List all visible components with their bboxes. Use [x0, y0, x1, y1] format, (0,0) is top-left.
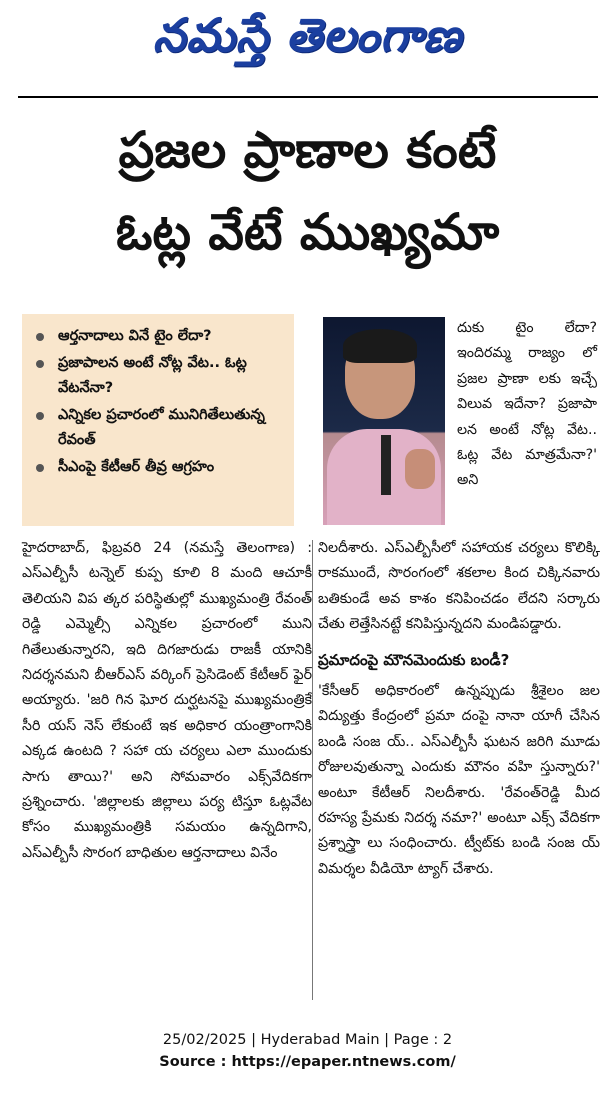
highlight-item: సీఎంపై కేటీఆర్ తీవ్ర ఆగ్రహం: [36, 455, 288, 480]
photo-hand: [405, 449, 435, 489]
bullet-icon: [36, 412, 44, 420]
highlight-item: ఆర్తనాదాలు వినే టైం లేదా?: [36, 324, 288, 349]
microphone-icon: [381, 435, 391, 495]
article-left-column: హైదరాబాద్, ఫిబ్రవరి 24 (నమస్తే తెలంగాణ) : ఎస్ఎల్బీసీ టన్నెల్ కుప్ప కూలి 8 మంది ఆచూకీ తెలియని విప త్కర పరిస్థితుల్లో ముఖ్యమంత్రి రేవంత్ రెడ్డి ఎమ్మెల్సీ ఎన్నికల ప్రచారంలో ముని గితేలుతున్నారని, ఇది దిగజారుడు రాజకీ యానికి నిదర్శనమని బీఆర్ఎస్ వర్కింగ్ ప్రెసిడెంట్ కేటీఆర్ ఫైర్ అయ్యారు. 'జరి గిన ఘోర దుర్ఘటనపై ముఖ్యమంత్రికే సీరి యస్ నెస్ లేకుంటే ఇక అధికార యంత్రాంగానికి ఎక్కడ ఉంటది ? సహా య చర్యలు ఎలా ముందుకు సాగు తాయి?' అని సోమవారం ఎక్స్‌వేదికగా ప్రశ్నించారు. 'జిల్లాలకు జిల్లాలు పర్య టిస్తూ ఓట్లవేట కోసం ముఖ్యమంత్రికి సమయం ఉన్నదిగాని, ఎస్ఎల్బీసీ సొరంగ బాధితుల ఆర్తనాదాలు వినేం: [22, 540, 312, 861]
bullet-icon: [36, 464, 44, 472]
top-divider: [18, 96, 598, 98]
highlight-item: ప్రజాపాలన అంటే నోట్ల వేట.. ఓట్ల వేటనేనా?: [36, 351, 288, 401]
highlights-box: [22, 314, 294, 526]
highlight-item: ఎన్నికల ప్రచారంలో మునిగితేలుతున్న రేవంత్: [36, 403, 288, 453]
article-top-right: దుకు టైం లేదా? ఇందిరమ్మ రాజ్యం లో ప్రజల ప్రాణా లకు ఇచ్చే విలువ ఇదేనా? ప్రజాపా లన అంటే నోట్ల వేట.. ఓట్ల వేట మాత్రమేనా?' అని: [457, 320, 597, 489]
headline-line-2: ఓట్ల వేటే ముఖ్యమా: [115, 203, 500, 261]
footer-date-line: 25/02/2025 | Hyderabad Main | Page : 2: [162, 1032, 453, 1048]
article-subheading: ప్రమాదంపై మౌనమెందుకు బండీ?: [318, 650, 510, 669]
ktr-photo: [323, 317, 445, 525]
photo-hair: [343, 329, 417, 363]
headline-line-1: ప్రజల ప్రాణాల కంటే: [118, 121, 497, 179]
bullet-icon: [36, 333, 44, 341]
masthead-title: నమస్తే తెలంగాణ: [152, 8, 463, 62]
article-right-column: నిలదీశారు. ఎస్ఎల్బీసీలో సహాయక చర్యలు కొలిక్కి రాకముందే, సొరంగంలో శకలాల కింద చిక్కినవారు బతికుండే అవ కాశం కనిపించడం లేదని సర్కారు చేతు లెత్తేసినట్టే కనిపిస్తున్నదని మండిపడ్డారు. ప్రమాదంపై మౌనమెందుకు బండీ? 'కేసీఆర్ అధికారంలో ఉన్నప్పుడు శ్రీశైలం జల విద్యుత్తు కేంద్రంలో ప్రమా దంపై నానా యాగీ చేసిన బండి సంజ య్.. ఎస్ఎల్బీసీ ఘటన జరిగి మూడు రోజులవుతున్నా ఎందుకు మౌనం వహి స్తున్నారు?' అంటూ కేటీఆర్ నిలదీశారు. 'రేవంత్‌రెడ్డి మీద రహస్య ప్రేమకు నిదర్శ నమా?' అంటూ ఎక్స్ వేదికగా ప్రశ్నాస్త్రా లు సంధించారు. ట్వీట్‌కు బండి సంజ య్ విమర్శల వీడియో ట్యాగ్ చేశారు.: [318, 540, 600, 877]
newspaper-masthead: [0, 0, 615, 82]
bullet-icon: [36, 360, 44, 368]
footer-source-line: Source : https://epaper.ntnews.com/: [159, 1054, 456, 1070]
column-divider: [312, 540, 313, 1000]
